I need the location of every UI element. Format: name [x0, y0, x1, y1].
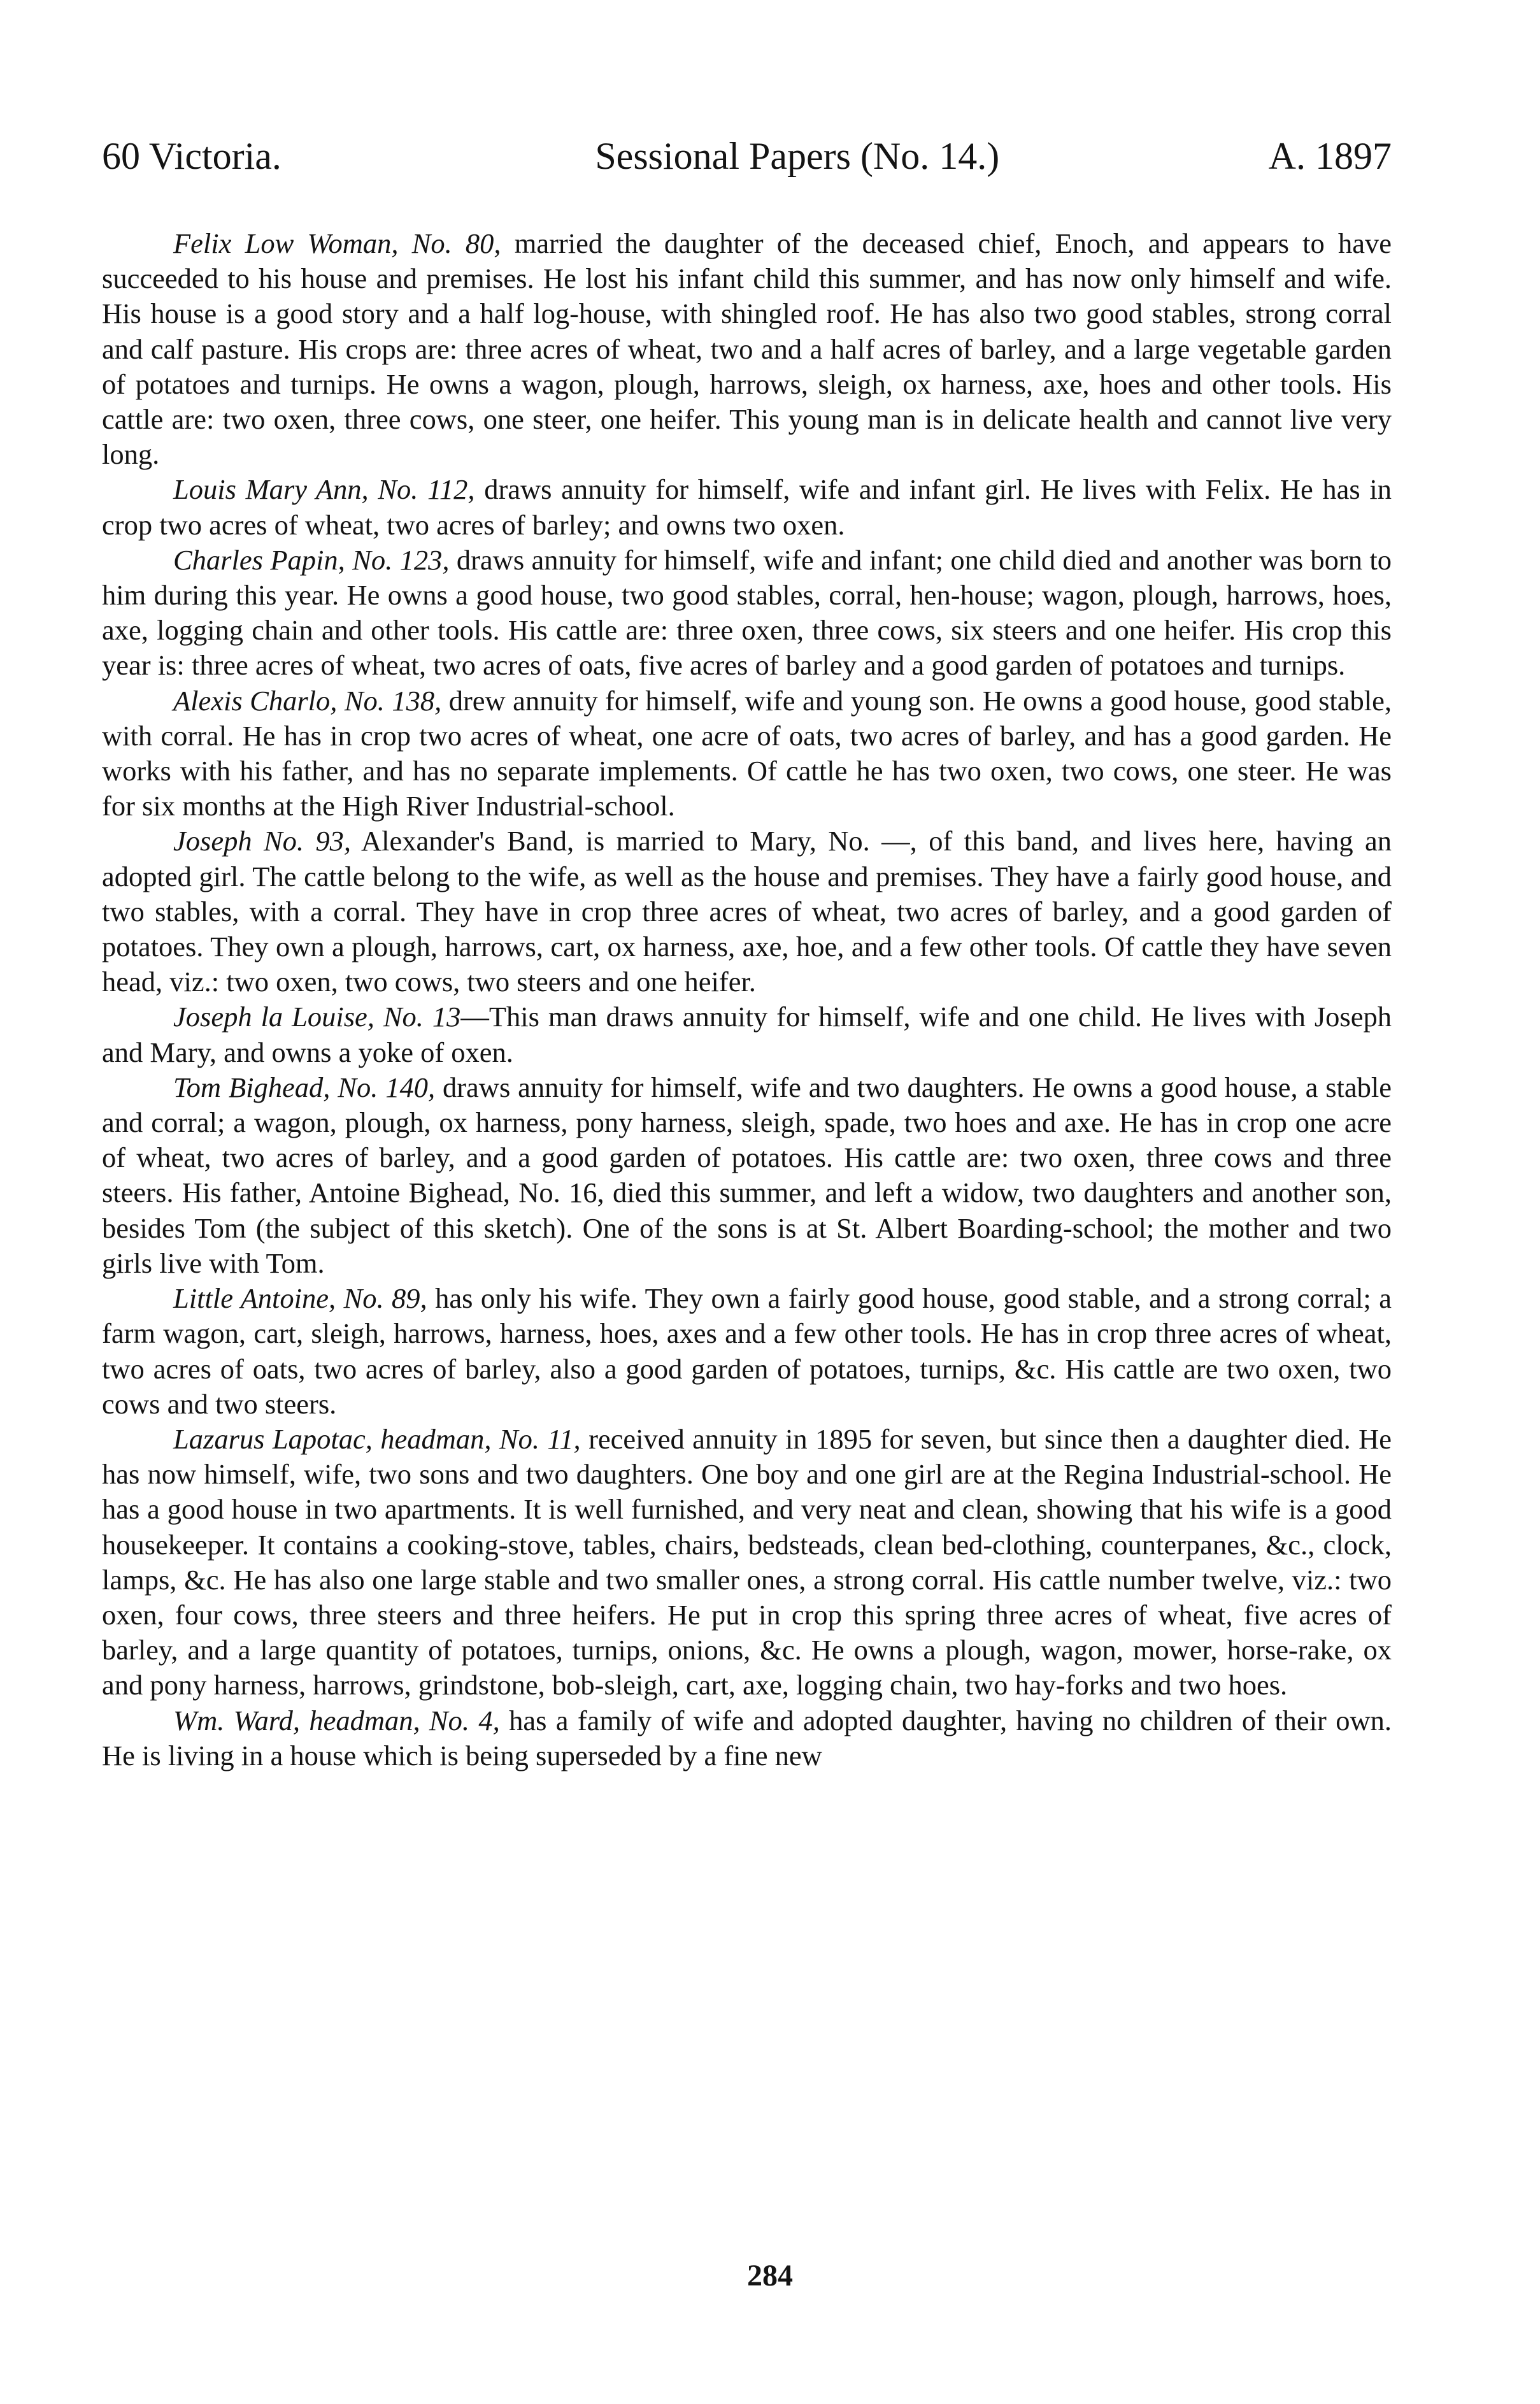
person-name: Little Antoine, No. 89,	[173, 1282, 427, 1315]
paragraph-text: draws annuity for himself, wife and infant girl. He lives with Felix. He has in crop two acres of wheat, two acres of barley; and owns two oxen.	[102, 473, 1392, 541]
paragraph-text: has only his wife. They own a fairly good house, good stable, and a strong corral; a farm wagon, cart, sleigh, harrows, harness, hoes, axes and a few other tools. He has in crop three acres of wheat, two acres of oats, two acres of barley, also a good garden of potatoes, turnips, &c. His cattle are two oxen, two cows and two steers.	[102, 1282, 1392, 1420]
paragraph-text: married the daughter of the deceased chief, Enoch, and appears to have succeeded to his house and premises. He lost his infant child this summer, and has now only himself and wife. His house is a good story and a half log-house, with shingled roof. He has also two good stables, strong corral and calf pasture. His crops are: three acres of wheat, two and a half acres of barley, and a large vegetable garden of potatoes and turnips. He owns a wagon, plough, harrows, sleigh, ox harness, axe, hoes and other tools. His cattle are: two oxen, three cows, one steer, one heifer. This young man is in delicate health and cannot live very long.	[102, 227, 1392, 471]
person-name: Louis Mary Ann, No. 112,	[173, 473, 475, 506]
person-name: Alexis Charlo, No. 138,	[173, 684, 442, 717]
person-name: Wm. Ward, headman, No. 4,	[173, 1704, 500, 1736]
paragraph-tom	[102, 1070, 1392, 1281]
person-name: Lazarus Lapotac, headman, No. 11,	[173, 1422, 581, 1455]
paragraph-ward	[102, 1703, 1392, 1773]
person-name: Joseph No. 93,	[173, 825, 352, 857]
paragraph-charles	[102, 543, 1392, 683]
running-header	[102, 137, 1392, 175]
paragraph-text: draws annuity for himself, wife and infant; one child died and another was born to him during this year. He owns a good house, two good stables, corral, hen-house; wagon, plough, harrows, hoes, axe, logging chain and other tools. His cattle are: three oxen, three cows, six steers and one heifer. His crop this year is: three acres of wheat, two acres of oats, five acres of barley and a good garden of potatoes and turnips.	[102, 543, 1392, 682]
paragraph-text: Alexander's Band, is married to Mary, No. —, of this band, and lives here, having an adopted girl. The cattle belong to the wife, as well as the house and premises. They have a fairly good house, and two stables, with a corral. They have in crop three acres of wheat, two acres of barley, and a good garden of potatoes. They own a plough, harrows, cart, ox harness, axe, hoe, and a few other tools. Of cattle they have seven head, viz.: two oxen, two cows, two steers and one heifer.	[102, 825, 1392, 998]
person-name: Felix Low Woman, No. 80,	[173, 227, 501, 259]
page-number: 284	[747, 2259, 793, 2293]
paragraph-text: drew annuity for himself, wife and young son. He owns a good house, good stable, with corral. He has in crop two acres of wheat, one acre of oats, two acres of barley, and has a good garden. He works with his father, and has no separate implements. Of cattle he has two oxen, two cows, one steer. He was for six months at the High River Industrial-school.	[102, 684, 1392, 822]
paragraph-text: has a family of wife and adopted daughter, having no children of their own. He is living in a house which is being superseded by a fine new	[102, 1704, 1392, 1771]
header-year: A. 1897	[1268, 135, 1392, 177]
paragraph-alexis	[102, 683, 1392, 824]
paragraph-antoine	[102, 1281, 1392, 1422]
person-name: Joseph la Louise, No. 13	[173, 1001, 461, 1033]
body-text	[102, 226, 1392, 1773]
person-name: Charles Papin, No. 123,	[173, 543, 450, 576]
document-page	[102, 137, 1392, 1773]
person-name: Tom Bighead, No. 140,	[173, 1071, 436, 1103]
paragraph-lazarus	[102, 1422, 1392, 1703]
header-session: 60 Victoria.	[102, 135, 282, 177]
paragraph-joseph-la-louise	[102, 999, 1392, 1070]
paragraph-felix	[102, 226, 1392, 472]
paragraph-text: received annuity in 1895 for seven, but since then a daughter died. He has now himself, wife, two sons and two daughters. One boy and one girl are at the Regina Industrial-school. He has a good house in two apartments. It is well furnished, and very neat and clean, showing that his wife is a good housekeeper. It contains a cooking-stove, tables, chairs, bedsteads, clean bed-clothing, counterpanes, &c., clock, lamps, &c. He has also one large stable and two smaller ones, a strong corral. His cattle number twelve, viz.: two oxen, four cows, three steers and three heifers. He put in crop this spring three acres of wheat, five acres of barley, and a large quantity of potatoes, turnips, onions, &c. He owns a plough, wagon, mower, horse-rake, ox and pony harness, harrows, grindstone, bob-sleigh, cart, axe, logging chain, two hay-forks and two hoes.	[102, 1422, 1392, 1701]
paragraph-louis	[102, 472, 1392, 542]
paragraph-joseph	[102, 824, 1392, 999]
paragraph-text: —This man draws annuity for himself, wife and one child. He lives with Joseph and Mary, and owns a yoke of oxen.	[102, 1001, 1392, 1068]
header-title: Sessional Papers (No. 14.)	[595, 135, 1000, 177]
paragraph-text: draws annuity for himself, wife and two daughters. He owns a good house, a stable and corral; a wagon, plough, ox harness, pony harness, sleigh, spade, two hoes and axe. He has in crop one acre of wheat, two acres of barley, and a good garden of potatoes. His cattle are: two oxen, three cows and three steers. His father, Antoine Bighead, No. 16, died this summer, and left a widow, two daughters and another son, besides Tom (the subject of this sketch). One of the sons is at St. Albert Boarding-school; the mother and two girls live with Tom.	[102, 1071, 1392, 1279]
